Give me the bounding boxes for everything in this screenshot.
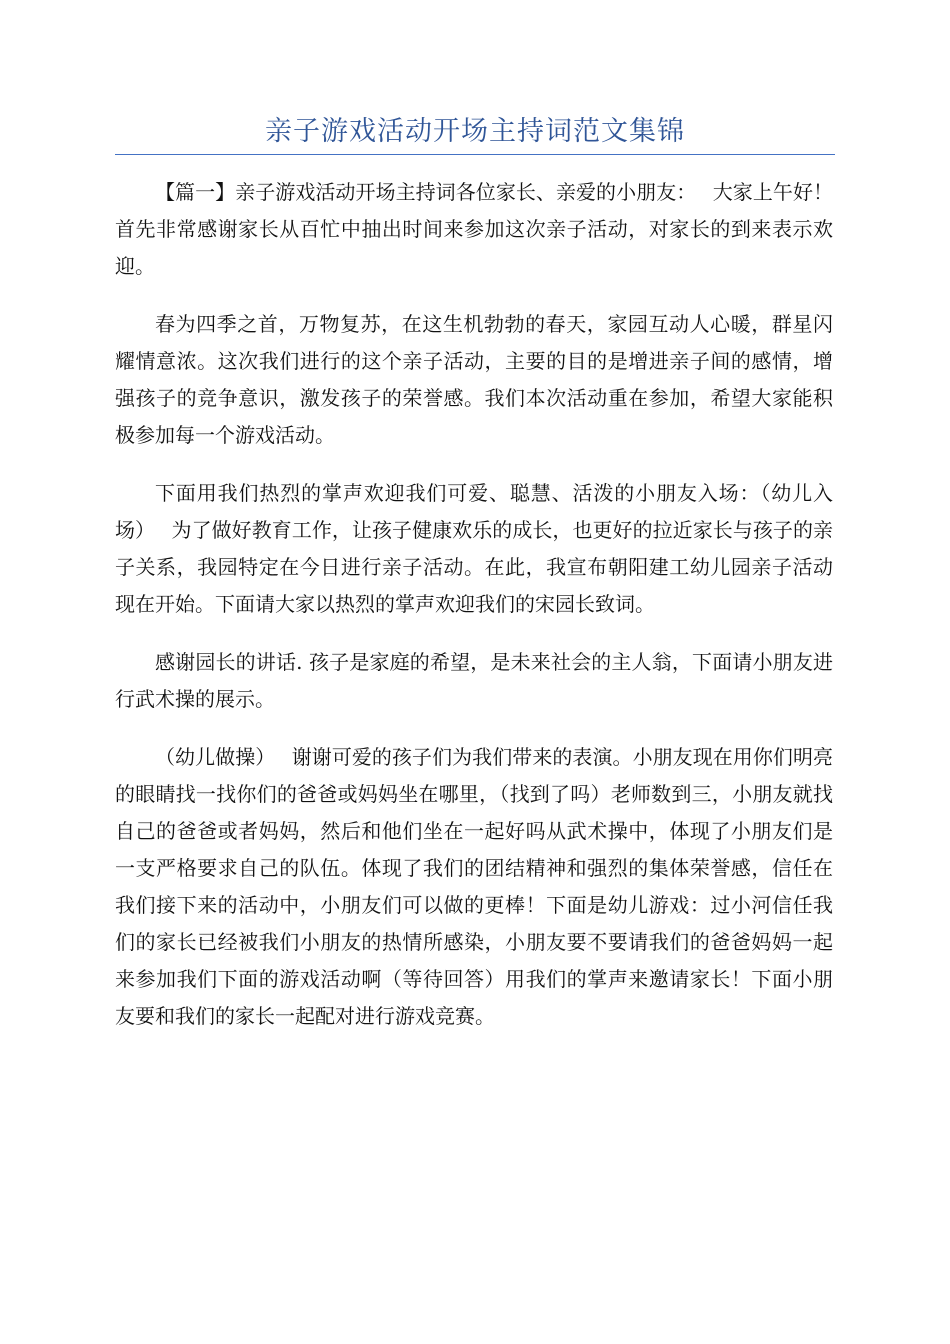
paragraph-3: 下面用我们热烈的掌声欢迎我们可爱、聪慧、活泼的小朋友入场：（幼儿入场） 为了做好教育工作，让孩子健康欢乐的成长，也更好的拉近家长与孩子的亲子关系，我园特定在今日进行亲子活动。在此，我宣布朝阳建工幼儿园亲子活动现在开始。下面请大家以热烈的掌声欢迎我们的宋园长致词。: [115, 481, 833, 616]
title-underline: [115, 154, 835, 155]
paragraph-2: 春为四季之首，万物复苏，在这生机勃勃的春天，家园互动人心暖，群星闪耀情意浓。这次我们进行的这个亲子活动，主要的目的是增进亲子间的感情，增强孩子的竞争意识，激发孩子的荣誉感。我们本次活动重在参加，希望大家能积极参加每一个游戏活动。: [115, 312, 833, 447]
paragraph-1: 【篇一】亲子游戏活动开场主持词各位家长、亲爱的小朋友： 大家上午好！首先非常感谢家长从百忙中抽出时间来参加这次亲子活动，对家长的到来表示欢迎。: [115, 180, 833, 278]
document-body: [115, 174, 833, 1056]
document-title: 亲子游戏活动开场主持词范文集锦: [265, 116, 685, 147]
paragraph-4: 感谢园长的讲话. 孩子是家庭的希望，是未来社会的主人翁，下面请小朋友进行武术操的展示。: [115, 650, 833, 711]
paragraph-5: （幼儿做操） 谢谢可爱的孩子们为我们带来的表演。小朋友现在用你们明亮的眼睛找一找你们的爸爸或妈妈坐在哪里，（找到了吗）老师数到三，小朋友就找自己的爸爸或者妈妈，然后和他们坐在一起好吗从武术操中，体现了小朋友们是一支严格要求自己的队伍。体现了我们的团结精神和强烈的集体荣誉感，信任在我们接下来的活动中，小朋友们可以做的更棒！下面是幼儿游戏：过小河信任我们的家长已经被我们小朋友的热情所感染，小朋友要不要请我们的爸爸妈妈一起来参加我们下面的游戏活动啊（等待回答）用我们的掌声来邀请家长！下面小朋友要和我们的家长一起配对进行游戏竞赛。: [115, 745, 833, 1028]
